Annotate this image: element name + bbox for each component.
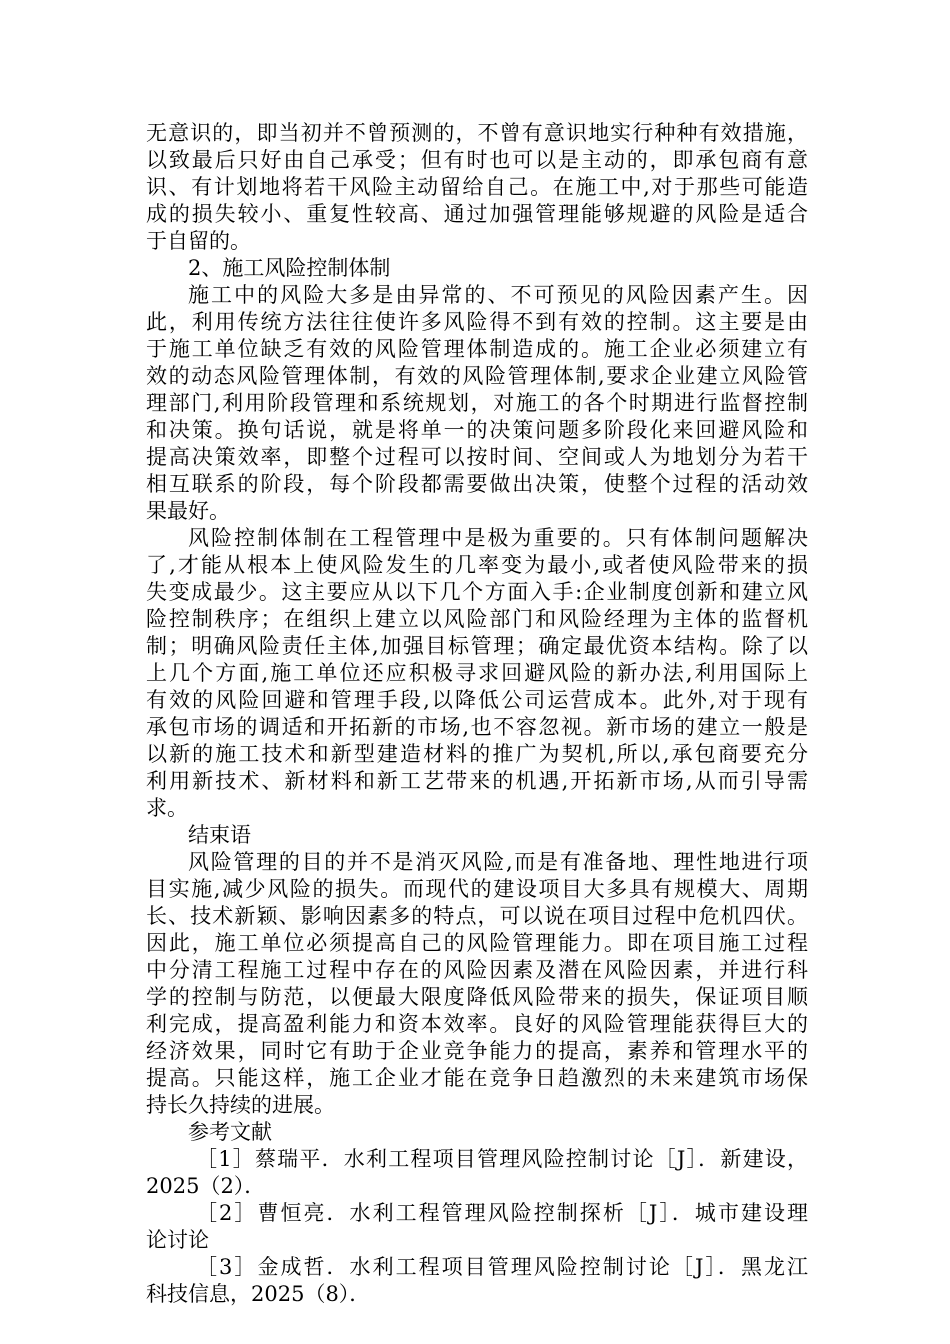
text-line: 经济效果，同时它有助于企业竞争能力的提高，素养和管理水平的 <box>146 1039 808 1063</box>
text-line: 此，利用传统方法往往使许多风险得不到有效的控制。这主要是由 <box>146 310 808 334</box>
text-line: 求。 <box>146 796 188 820</box>
reference-entry <box>146 1254 808 1308</box>
text-line: 上几个方面,施工单位还应积极寻求回避风险的新办法,利用国际上 <box>146 661 808 685</box>
text-line: 利完成，提高盈利能力和资本效率。良好的风险管理能获得巨大的 <box>146 1012 808 1036</box>
document-page <box>146 120 808 1308</box>
text-line: 果最好。 <box>146 499 230 523</box>
text-line: 风险管理的目的并不是消灭风险,而是有准备地、理性地进行项 <box>188 850 808 874</box>
text-line: 持长久持续的进展。 <box>146 1093 335 1117</box>
text-line: 施工中的风险大多是由异常的、不可预见的风险因素产生。因 <box>188 283 808 307</box>
text-line: 结束语 <box>188 823 251 847</box>
text-line: 了,才能从根本上使风险发生的几率变为最小,或者使风险带来的损 <box>146 553 808 577</box>
text-line: 制；明确风险责任主体,加强目标管理；确定最优资本结构。除了以 <box>146 634 808 658</box>
section-heading <box>146 822 808 849</box>
body-paragraph <box>146 282 808 525</box>
text-line: 参考文献 <box>188 1120 272 1144</box>
text-line: 识、有计划地将若干风险主动留给自己。在施工中,对于那些可能造 <box>146 175 808 199</box>
body-paragraph <box>146 120 808 255</box>
text-line: 效的动态风险管理体制，有效的风险管理体制,要求企业建立风险管 <box>146 364 808 388</box>
text-line: 利用新技术、新材料和新工艺带来的机遇,开拓新市场,从而引导需 <box>146 769 808 793</box>
text-line: 长、技术新颖、影响因素多的特点，可以说在项目过程中危机四伏。 <box>146 904 808 928</box>
text-line: 提高决策效率，即整个过程可以按时间、空间或人为地划分为若干 <box>146 445 808 469</box>
reference-entry <box>146 1146 808 1200</box>
text-line: 2、施工风险控制体制 <box>188 256 391 280</box>
text-line: 目实施,减少风险的损失。而现代的建设项目大多具有规模大、周期 <box>146 877 808 901</box>
text-line: 有效的风险回避和管理手段,以降低公司运营成本。此外,对于现有 <box>146 688 808 712</box>
body-paragraph <box>146 525 808 822</box>
section-heading <box>146 1119 808 1146</box>
text-line: 承包市场的调适和开拓新的市场,也不容忽视。新市场的建立一般是 <box>146 715 808 739</box>
text-line: 论讨论 <box>146 1228 209 1252</box>
text-line: 无意识的，即当初并不曾预测的，不曾有意识地实行种种有效措施， <box>146 121 808 145</box>
text-line: 于自留的。 <box>146 229 251 253</box>
text-line: ［1］蔡瑞平．水利工程项目管理风险控制讨论［J］．新建设， <box>196 1147 808 1171</box>
text-line: 成的损失较小、重复性较高、通过加强管理能够规避的风险是适合 <box>146 202 808 226</box>
text-line: 风险控制体制在工程管理中是极为重要的。只有体制问题解决 <box>188 526 808 550</box>
text-line: 理部门,利用阶段管理和系统规划，对施工的各个时期进行监督控制 <box>146 391 808 415</box>
text-line: 2025（2）． <box>146 1174 266 1198</box>
text-line: 相互联系的阶段，每个阶段都需要做出决策，使整个过程的活动效 <box>146 472 808 496</box>
text-line: 以致最后只好由自己承受；但有时也可以是主动的，即承包商有意 <box>146 148 808 172</box>
text-line: 险控制秩序；在组织上建立以风险部门和风险经理为主体的监督机 <box>146 607 808 631</box>
section-heading <box>146 255 808 282</box>
text-line: 中分清工程施工过程中存在的风险因素及潜在风险因素，并进行科 <box>146 958 808 982</box>
text-line: 因此，施工单位必须提高自己的风险管理能力。即在项目施工过程 <box>146 931 808 955</box>
text-line: ［2］曹恒亮．水利工程管理风险控制探析［J］．城市建设理 <box>196 1201 808 1225</box>
text-line: 提高。只能这样，施工企业才能在竞争日趋激烈的未来建筑市场保 <box>146 1066 808 1090</box>
text-line: 失变成最少。这主要应从以下几个方面入手:企业制度创新和建立风 <box>146 580 808 604</box>
text-line: ［3］金成哲．水利工程项目管理风险控制讨论［J］．黑龙江 <box>196 1255 808 1279</box>
text-line: 于施工单位缺乏有效的风险管理体制造成的。施工企业必须建立有 <box>146 337 808 361</box>
text-line: 学的控制与防范，以便最大限度降低风险带来的损失，保证项目顺 <box>146 985 808 1009</box>
text-line: 科技信息，2025（8）． <box>146 1282 371 1306</box>
text-line: 和决策。换句话说，就是将单一的决策问题多阶段化来回避风险和 <box>146 418 808 442</box>
text-line: 以新的施工技术和新型建造材料的推广为契机,所以,承包商要充分 <box>146 742 808 766</box>
body-paragraph <box>146 849 808 1119</box>
reference-entry <box>146 1200 808 1254</box>
